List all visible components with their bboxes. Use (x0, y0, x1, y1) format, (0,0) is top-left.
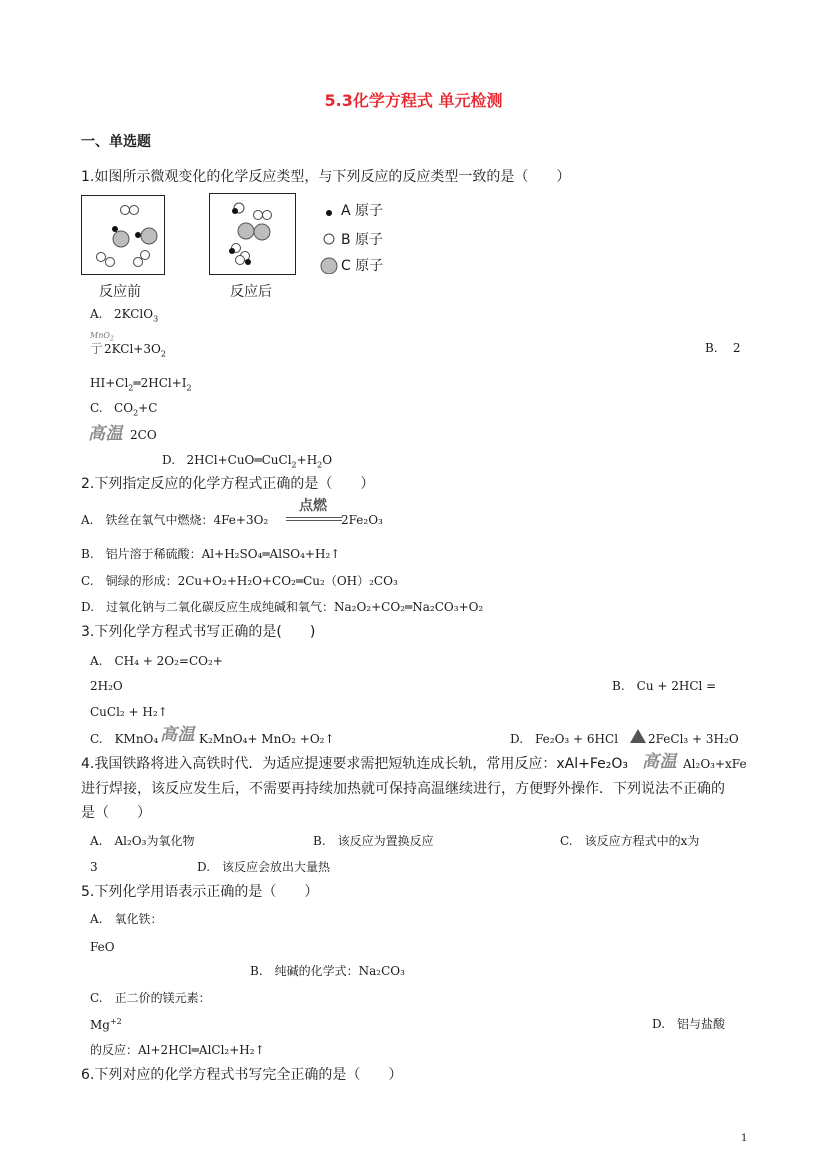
q3-option-b: B. Cu + 2HCl = (612, 679, 717, 693)
question-4-line-2: 进行焊接，该反应发生后，不需要再持续加热就可保持高温继续进行，方便野外操作．下列说法不正确的 (81, 781, 725, 797)
question-4-line-3: 是（ ） (81, 805, 151, 821)
q5-option-b: B. 纯碱的化学式：Na₂CO₃ (250, 964, 405, 978)
q4-condition: 高温 (642, 752, 677, 772)
q4-option-a: A. Al₂O₃为氧化物 (90, 834, 195, 848)
q1-option-c: C. $CO_2+C$ (90, 401, 158, 418)
legend-a-atom: A 原子 (341, 203, 384, 219)
q1-option-a: A. 2KClO$_3$ (90, 307, 159, 324)
legend-b-atom: B 原子 (341, 232, 384, 248)
reaction-before-molecules (82, 196, 164, 274)
q2-a-condition: 点燃 (299, 498, 327, 514)
question-1-stem: 1.如图所示微观变化的化学反应类型，与下列反应的反应类型一致的是（ ） (81, 169, 571, 185)
reaction-after-box (209, 193, 296, 275)
q1-a-condition: 亍 (90, 342, 104, 357)
page-number: 1 (741, 1133, 748, 1144)
q1-option-b-formula: $HI+Cl_2═2HCl+I_2$ (90, 376, 192, 393)
q4-option-b: B. 该反应为置换反应 (313, 834, 434, 848)
legend-c-atom: C 原子 (341, 258, 384, 274)
caption-after: 反应后 (230, 284, 272, 300)
caption-before: 反应前 (99, 284, 141, 300)
q1-a-products: $2KCl+3O_2$ (104, 342, 166, 359)
q2-option-a: A. 铁丝在氧气中燃烧：4Fe+3O₂ (81, 513, 269, 527)
q5-option-d: D. 铝与盐酸 (652, 1017, 726, 1031)
q4-option-c: C. 该反应方程式中的x为 (560, 834, 700, 848)
q4-option-c-cont: 3 (90, 860, 98, 874)
q2-option-d: D. 过氧化钠与二氧化碳反应生成纯碱和氧气：Na₂O₂+CO₂═Na₂CO₃+O₂ (81, 600, 484, 614)
question-2-stem: 2.下列指定反应的化学方程式正确的是（ ） (81, 476, 375, 492)
q3-option-c-cont: K₂MnO₄+ MnO₂ +O₂↑ (199, 732, 335, 746)
reaction-after-molecules (210, 194, 295, 274)
q5-option-a-cont: FeO (90, 940, 115, 954)
question-5-stem: 5.下列化学用语表示正确的是（ ） (81, 884, 319, 900)
question-6-stem: 6.下列对应的化学方程式书写完全正确的是（ ） (81, 1067, 403, 1083)
q2-a-arrow-bottom (286, 520, 342, 521)
q3-option-a-cont: 2H₂O (90, 679, 123, 693)
q1-c-products: 2CO (130, 428, 157, 442)
question-3-stem: 3.下列化学方程式书写正确的是( ) (81, 624, 316, 640)
q3-option-c: C. KMnO₄ (90, 732, 159, 746)
q5-option-a: A. 氧化铁： (90, 912, 163, 926)
q2-a-products: 2Fe₂O₃ (341, 513, 383, 527)
q5-option-c-cont: $Mg^{+2}$ (90, 1017, 122, 1032)
heat-triangle-icon (630, 728, 646, 744)
q1-option-d: D. $2HCl+CuO═CuCl_2+H_2O$ (162, 453, 333, 470)
page-title: 5.3化学方程式 单元检测 (324, 91, 503, 110)
q5-option-d-cont: 的反应：Al+2HCl═AlCl₂+H₂↑ (90, 1043, 265, 1057)
q2-option-b: B. 铝片溶于稀硫酸：Al+H₂SO₄═AlSO₄+H₂↑ (81, 547, 341, 561)
q2-option-c: C. 铜绿的形成：2Cu+O₂+H₂O+CO₂═Cu₂（OH）₂CO₃ (81, 574, 398, 588)
q3-c-condition: 高温 (160, 725, 195, 745)
q5-option-c: C. 正二价的镁元素： (90, 991, 211, 1005)
q1-c-condition: 高温 (88, 424, 123, 444)
q2-a-arrow-top (286, 517, 342, 518)
q3-option-d-cont: 2FeCl₃ + 3H₂O (648, 732, 739, 746)
q1-a-catalyst: MnO$_2$ (90, 331, 114, 343)
legend-atom-icons (320, 204, 338, 274)
section-heading: 一、单选题 (81, 134, 151, 150)
q1-option-b: B. 2 (705, 341, 741, 355)
question-4-line-1b: Al₂O₃+xFe (683, 757, 747, 771)
q3-option-d: D. Fe₂O₃ + 6HCl (510, 732, 619, 746)
q3-option-b-cont: CuCl₂ + H₂↑ (90, 705, 168, 719)
reaction-before-box (81, 195, 165, 275)
q4-option-d: D. 该反应会放出大量热 (197, 860, 331, 874)
question-4-line-1: 4.我国铁路将进入高铁时代．为适应提速要求需把短轨连成长轨，常用反应：xAl+Fe₂O₃ (81, 756, 628, 772)
q3-option-a: A. CH₄ + 2O₂=CO₂+ (90, 654, 223, 668)
